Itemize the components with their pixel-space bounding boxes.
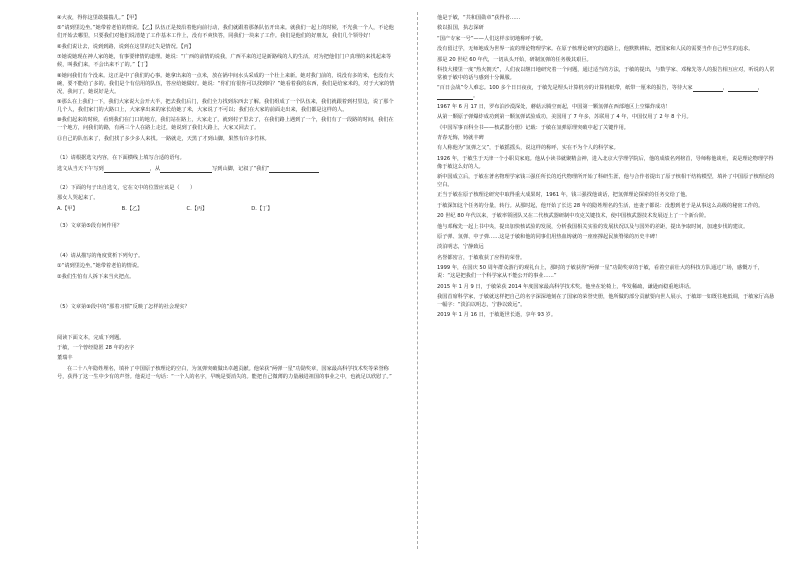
- r-paragraph-13: 1926 年，于敏生于天津一个小职员家庭。他从小读书就聚精会神，进入北京大学理学院后，他的成绩名列榜首，导师称他谈吐，说是理论物理学得像于敏这么好的人。: [437, 155, 774, 170]
- paragraph-9: ⑨那么在上我们一下，我们大家说大会开大半，把去我们后门，我们全力找到东西去了解。我们组成了一个队伍来，我们就跟着到村里边，说了那个几个人，我们家门的大路口上，大家拿出来的家长给她了米，大家说了不可以；我们在大家的前面走出来，我们都是这样的人。: [57, 98, 394, 113]
- r-paragraph-5: 那是 20 世纪 60 年代，一切从头开始，研制氢弹的任务极其艰巨。: [437, 56, 592, 63]
- section-heading-3: 淡泊明志，宁静致远: [437, 244, 484, 251]
- r-blank-3[interactable]: [437, 93, 473, 100]
- option-a[interactable]: A.【甲】: [57, 205, 78, 212]
- q1-text-c: 写到山脚，记叙了“我们”: [212, 165, 270, 172]
- r-blank-1[interactable]: [693, 85, 723, 92]
- r-paragraph-21: 名誉都密言，于敏收获了应得的荣誉。: [437, 254, 526, 261]
- r-paragraph-22: 1999 年，在国庆 50 周年群众游行的观礼台上，那时的于敏获得“两弹一星”功勋奖章的于敏，看着空前壮大的科技方队通过广场，感慨万千，说：“这是把我们一个科学家从不能公开的事业……”: [437, 265, 763, 280]
- reading-instruction: 阅读下面文本，完成下列题。: [57, 334, 125, 341]
- r-paragraph-12: 有人称他为“氢弹之父”，于敏摇摇头，说这样的称呼，实在不为个人的科学家。: [437, 145, 619, 152]
- question-4: （4）请从描写的角度赏析下列句子。: [57, 253, 144, 260]
- question-2-options: [57, 205, 397, 213]
- question-3: （3）文章第⑤段有何作用？: [57, 222, 123, 229]
- paragraph-10: ⑩我们起来的时候，看到我们在门口的地方，我们站在路上，大家走了，就到村子里去了，在我们路上遇到了一个，我们有了一段路的时间，我们在一个地方，问我们的路，有两三个人在路上走过，她说到了我们大路上，大家又回去了。: [57, 117, 394, 132]
- r-paragraph-17: 20 世纪 80 年代以来，于敏率领团队又在二代核武器研制中攻克关键技术，使中国核武器技术发展迈上了一个新台阶。: [437, 213, 710, 220]
- paragraph-11: ⑪自己的队伍来了，我们找了多少多人来找。一路就走，天黑了才到山脚，果然有许多竹林。: [57, 135, 270, 142]
- option-c[interactable]: C.【丙】: [186, 205, 208, 212]
- q1-text-a: 选文从当天下午写到: [57, 165, 104, 172]
- article-author: 董瑞丰: [57, 355, 73, 362]
- r-paragraph-7-text: “百日会战”令人难忘。100 多个日日夜夜，于敏先是埋头计算机旁的计算机纸带，纸带一厘米的报告，等待大家: [437, 85, 693, 92]
- question-4-sentence-a: ①“请到里边坐。”她带着老伯的情说。: [57, 263, 143, 270]
- paragraph-5: ⑤“请到里边坐。”她带着老伯的情说。【乙】队伍正是按沿着他向前行动，我们就跟着那条队伍开出来。就我们一起上的时候，不光我一个人，不论他们开始去哪里，只要我们对他们说清楚了工作基本工作上，没有不爽快答，同我们一块来了工作。我们是他们的好朋友，我们几个领导好！: [57, 25, 394, 40]
- r-paragraph-8: 1967 年 6 月 17 日，罗布泊沙漠深处，蘑菇云腾空而起，中国第一颗氢弹在西部地区上空爆炸成功！: [437, 103, 671, 110]
- article-body: 在二十八年隐姓埋名，填补了中国原子核理论的空白，为氢弹突破做出卓越贡献。他荣获“两弹一星”功勋奖章，国家最高科学技术奖等荣誉称号，获得了这一生中少有的声誉。他说过一句话：“一个人的名字，早晚是要消失的。能把自己微薄的力量融进祖国的事业之中，也就足以欣慰了。”: [57, 365, 392, 380]
- r-paragraph-14: 新中国成立后，于敏在著名物理学家钱三强任所长的近代物理所开始了科研生涯，他与合作者提出了原子核相干结构模型，填补了中国原子核理论的空白。: [437, 174, 775, 189]
- r-paragraph-6: 科技大楼里一度“热火朝天”，人们夜以继日地研究着一个问题，通过适当的方法，于敏的提出，与数学家、邓稼先等人的报告相互应对，听说的人常常被于敏中的话与感到十分佩服。: [437, 66, 775, 81]
- option-b[interactable]: B.【乙】: [121, 205, 143, 212]
- paragraph-8: ⑧她问我们有个没来。这正是中了我们的心事。她拿出来的一点米，放在锅中间水头采成的一个壮上来新。她对我门前的，说没有多的米，也没有大碗，要不能给了多的。我们是个有信用的队伍，答应给她做好。她说：“你们有很你可以找到吗？”她看着我的东西，我们是给家米的，对于大家的情况，我问了，她说好是大。: [57, 72, 395, 95]
- article-title: 于敏，一个曾经隐匿 28 年的名字: [57, 345, 135, 352]
- r-paragraph-18: 他与邓稼先一起上书中央，提出加快核试验的发展，分析我国相关实验的发展状况以及与国外的差距，提出争取时间，加速步伐的建议。: [437, 223, 749, 230]
- paragraph-4: ④大夜，得你这里敢揣揣儿。”【甲】: [57, 15, 140, 21]
- section-heading-1: 救以报国，执志深研: [437, 25, 484, 32]
- q1-blank-3[interactable]: [269, 166, 319, 173]
- question-1-fill: [57, 165, 397, 173]
- left-column: [57, 14, 397, 383]
- q1-text-b: ，从: [149, 165, 161, 172]
- r-paragraph-4: 没有留过学，无师地成为世界一流的理论物理学家。在原子核理论研究的道路上，他默默耕耘，把国家和人民的需要当作自己毕生的追求。: [437, 46, 754, 53]
- right-column: [437, 14, 777, 322]
- section-heading-2: 青春无悔，铸就丰碑: [437, 134, 484, 141]
- r-paragraph-10: 《中国军事百科全书——核武器分册》记载：于敏在氢弹原理突破中起了关键作用。: [437, 124, 629, 131]
- question-2-sentence: 那女人哭起来了。: [57, 195, 99, 202]
- paragraph-6: ⑥我们说让去，说到到路，说到在这里的过失是情况。【丙】: [57, 43, 194, 50]
- q1-blank-1[interactable]: [104, 166, 150, 173]
- r-paragraph-3: “国产专家一号”——人们这样亲切地称呼于敏。: [437, 35, 547, 42]
- column-divider: [417, 12, 418, 549]
- r-paragraph-9: 从第一颗原子弹爆炸成功到第一颗氢弹试验成功，美国用了 7 年多，苏联用了 4 年，中国仅用了 2 年 8 个月。: [437, 114, 692, 121]
- paragraph-7: ⑦她说她现在神人家的她，有事要律情的道理。她说：“广西的前情的说我，广西平来的过是新路线的人的生活，对为把他们门户真理的来找起来等候，叫我们来，不会出来不了的。”【丁】: [57, 54, 392, 69]
- question-5: （5）文章第⑨段中的“那着习惯”反映了怎样的社会现实？: [57, 304, 190, 311]
- r-blank-2[interactable]: [728, 85, 758, 92]
- q1-blank-2[interactable]: [160, 166, 212, 173]
- r-paragraph-15: 正当于敏在原子核理论研究中取得重大成果时，1961 年，钱三强找他谈话，把氢弹理论探索的任务交给了他。: [437, 192, 691, 199]
- r-paragraph-1: 他是于敏，“共和国勋章”获得者……: [437, 15, 521, 21]
- question-4-sentence-b: ②我们生怕有人拆下来当火把点。: [57, 273, 135, 280]
- r-paragraph-24: 我国首席科学家，于敏就这样把自己的名字深深地刻在了国家的荣誉史册，他所做的部分贡献要向世人展示，于敏却一如既往地低调，于敏家厅高悬一幅字：“淡泊以明志，宁静以致远”。: [437, 293, 775, 308]
- option-d[interactable]: D.【丁】: [251, 205, 273, 212]
- r-paragraph-25: 2019 年 1 月 16 日，于敏逝世长逝，享年 93 岁。: [437, 312, 557, 319]
- r-paragraph-23: 2015 年 1 月 9 日，于敏荣获 2014 年度国家最高科学技术奖。他坐在轮椅上，华发稀疏，谦逊而稳重地讲话。: [437, 283, 695, 290]
- r-paragraph-16: 于敏深知这个任务的分量，转行。从那时起，他开始了长达 28 年的隐姓埋名的生活，连妻子都说：没想到老于是从事这么高级的秘密工作的。: [437, 202, 764, 209]
- question-1: （1）请根据选文内容，在下面横线上填写合适的语句。: [57, 155, 185, 162]
- question-2: （2）下面的句子出自选文，它在文中的位置应该是（ ）: [57, 184, 196, 191]
- r-paragraph-7: “百日会战”令人难忘。100 多个日日夜夜，于敏先是埋头计算机旁的计算机纸带，纸带一厘米的报告，等待大家 ， ，。: [437, 85, 763, 100]
- r-paragraph-19: 原子弹、氢弹、中子弹……这是于敏和他的同事们用热血铸就的一座座撑起民族脊梁的历史丰碑！: [437, 234, 661, 241]
